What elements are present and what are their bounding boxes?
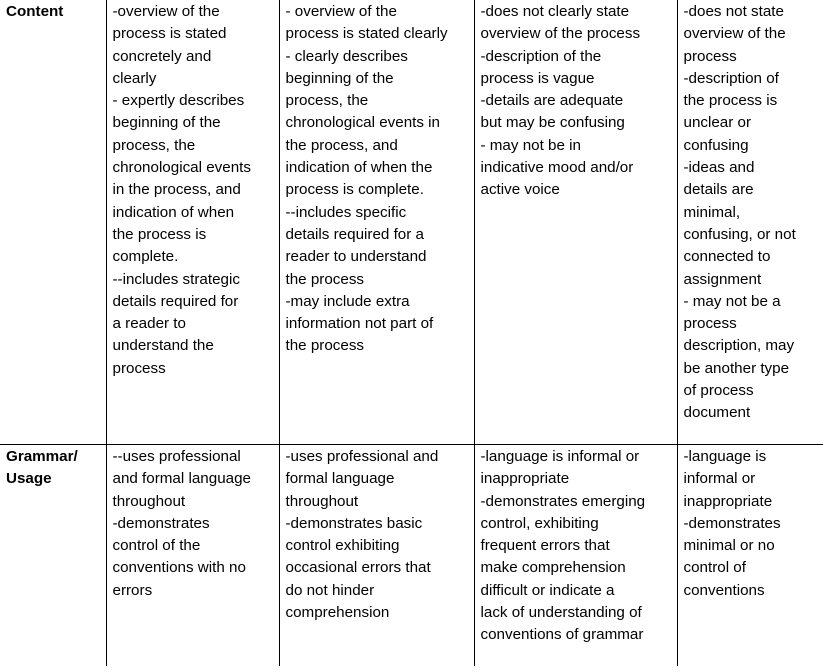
rubric-cell-grammar-level-4: -language is informal or inappropriate -demonstrates minimal or no control of conventions xyxy=(677,445,823,667)
criterion-label-content: Content xyxy=(0,0,106,445)
rubric-cell-content-level-1: -overview of the process is stated concretely and clearly - expertly describes beginning of the process, the chronological events in the process, and indication of when the process is complete. --includes strategic details required for a reader to understand the process xyxy=(106,0,279,445)
rubric-cell-content-level-2: - overview of the process is stated clearly - clearly describes beginning of the process, the chronological events in the process, and indication of when the process is complete. --includes specific details required for a reader to understand the process -may include extra information not part of the process xyxy=(279,0,474,445)
criterion-label-grammar-usage: Grammar/ Usage xyxy=(0,445,106,667)
rubric-cell-content-level-3: -does not clearly state overview of the process -description of the process is vague -details are adequate but may be confusing - may not be in indicative mood and/or active voice xyxy=(474,0,677,445)
rubric-cell-content-level-4: -does not state overview of the process -description of the process is unclear or confusing -ideas and details are minimal, confusing, or not connected to assignment - may not be a process description, may be another type of process document xyxy=(677,0,823,445)
rubric-cell-grammar-level-3: -language is informal or inappropriate -demonstrates emerging control, exhibiting frequent errors that make comprehension difficult or indicate a lack of understanding of conventions of grammar xyxy=(474,445,677,667)
rubric-row-grammar-usage xyxy=(0,445,823,667)
rubric-cell-grammar-level-1: --uses professional and formal language throughout -demonstrates control of the conventions with no errors xyxy=(106,445,279,667)
rubric-cell-grammar-level-2: -uses professional and formal language throughout -demonstrates basic control exhibiting occasional errors that do not hinder comprehension xyxy=(279,445,474,667)
